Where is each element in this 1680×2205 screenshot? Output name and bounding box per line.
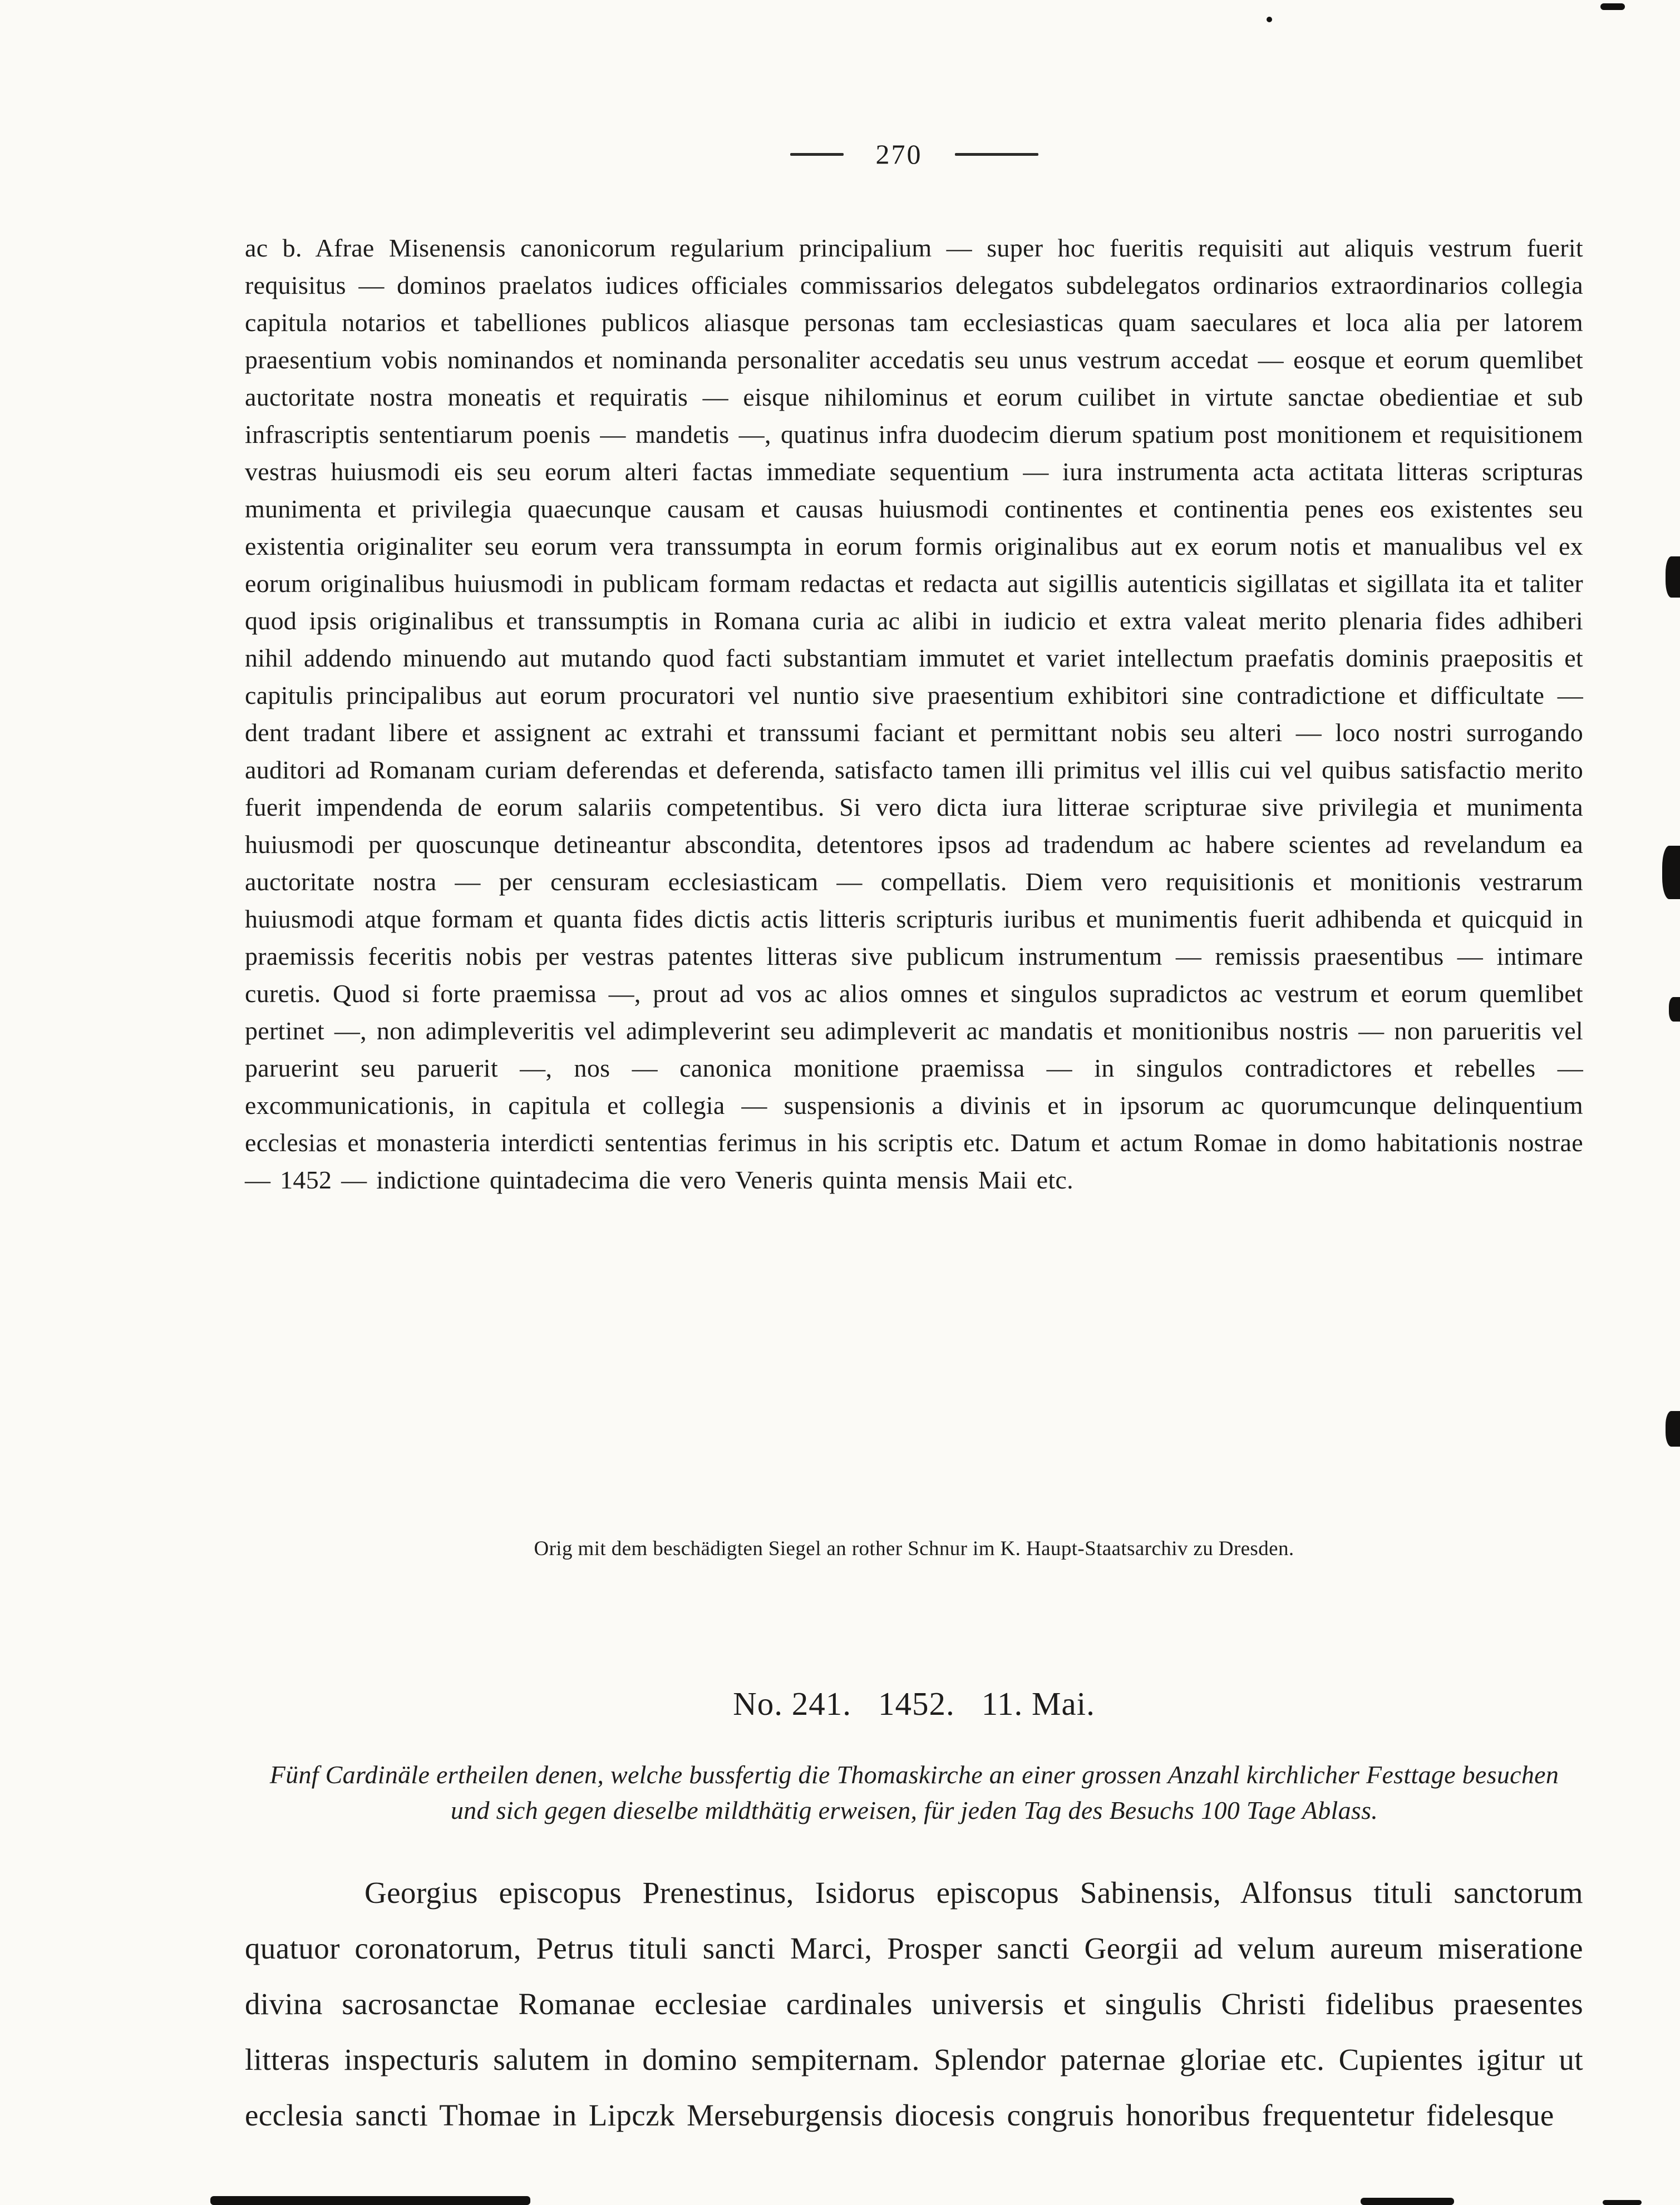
scan-artifact xyxy=(1666,556,1680,598)
scan-artifact xyxy=(1600,3,1625,10)
scan-artifact xyxy=(1267,17,1272,22)
archival-source-note: Orig mit dem beschädigten Siegel an rother Schnur im K. Haupt-Staatsarchiv zu Dresden. xyxy=(534,1537,1294,1560)
scan-artifact xyxy=(1666,1411,1680,1447)
scan-artifact xyxy=(1603,2200,1642,2205)
scan-artifact xyxy=(1361,2198,1454,2205)
document-date: 11. Mai. xyxy=(981,1685,1095,1722)
document-summary: Fünf Cardinäle ertheilen denen, welche bussfertig die Thomaskirche an einer grossen Anzahl kirchlicher Festtage besuchen und sich gegen dieselbe mildthätig erweisen, für jeden Tag des Besuchs 100 Tage Ablass. xyxy=(269,1760,1559,1824)
charter-body-text: Georgius episcopus Prenestinus, Isidorus episcopus Sabinensis, Alfonsus tituli sanctorum quatuor coronatorum, Petrus tituli sancti Marci, Prosper sancti Georgii ad velum aureum miseratione divina sacrosanctae Romanae ecclesiae cardinales universis et singulis Christi fidelibus praesentes litteras inspecturis salutem in domino sempiternam. Splendor paternae gloriae etc. Cupientes igitur ut ecclesia sancti Thomae in Lipczk Merseburgensis diocesis congruis honoribus frequentetur fidelesque xyxy=(245,1876,1583,2132)
document-year: 1452. xyxy=(878,1685,955,1722)
document-heading xyxy=(245,1685,1583,1723)
scan-artifact xyxy=(210,2196,530,2205)
scan-artifact xyxy=(1669,997,1680,1022)
charter-continuation-text: ac b. Afrae Misenensis canonicorum regularium principalium — super hoc fueritis requisiti aut aliquis vestrum fuerit requisitus — dominos praelatos iudices officiales commissarios delegatos subdelegatos ordinarios extraordinarios collegia capitula notarios et tabelliones publicos aliasque personas tam ecclesiasticas quam saeculares et loca alia per latorem praesentium vobis nominandos et nominanda personaliter accedatis seu unus vestrum accedat — eosque et eorum quemlibet auctoritate nostra moneatis et requiratis — eisque nihilominus et eorum cuilibet in virtute sanctae obedientiae et sub infrascriptis sententiarum poenis — mandetis —, quatinus infra duodecim dierum spatium post monitionem et requisitionem vestras huiusmodi eis seu eorum alteri factas immediate sequentium — iura instrumenta acta actitata litteras scripturas munimenta et privilegia quaecunque causam et causas huiusmodi continentes et continentia penes eos existentes seu existentia originaliter seu eorum vera transsumpta in eorum formis originalibus aut ex eorum notis et manualibus vel ex eorum originalibus huiusmodi in publicam formam redactas et redacta aut sigillis autenticis sigillatas et sigillata ita et taliter quod ipsis originalibus et transsumptis in Romana curia ac alibi in iudicio et extra valeat merito plenaria fides adhiberi nihil addendo minuendo aut mutando quod facti substantiam immutet et variet intellectum praefatis dominis praepositis et capitulis principalibus aut eorum procuratori vel nuntio sive praesentium exhibitori sine contradictione et difficultate — dent tradant libere et assignent ac extrahi et transsumi faciant et permittant nobis seu alteri — loco nostri surrogando auditori ad Romanam curiam deferendas et deferenda, satisfacto tamen illi primitus vel illis cui vel quibus satisfactio merito fuerit impendenda de eorum salariis competentibus. Si vero dicta iura litterae scripturae sive privilegia et munimenta huiusmodi per quoscunque detineantur abscondita, detentores ipsos ad tradendum ac habere scientes ad revelandum ea auctoritate nostra — per censuram ecclesiasticam — compellatis. Diem vero requisitionis et monitionis vestrarum huiusmodi atque formam et quanta fides dictis actis litteris scripturis iuribus et munimentis fuerit adhibenda et quicquid in praemissis feceritis nobis per vestras patentes litteras sive publicum instrumentum — remissis praesentibus — intimare curetis. Quod si forte praemissa —, prout ad vos ac alios omnes et singulos supradictos ac vestrum et eorum quemlibet pertinet —, non adimpleveritis vel adimpleverint seu adimpleverit ac mandatis et monitionibus nostris — non parueritis vel paruerint seu paruerit —, nos — canonica monitione praemissa — in singulos contradictores et rebelles — excommunicationis, in capitula et collegia — suspensionis a divinis et in ipsorum ac quorumcunque delinquentium ecclesias et monasteria interdicti sententias ferimus in his scriptis etc. Datum et actum Romae in domo habitationis nostrae — 1452 — indictione quintadecima die vero Veneris quinta mensis Maii etc. xyxy=(245,234,1583,1194)
page-header xyxy=(245,138,1583,170)
page-number: 270 xyxy=(875,139,923,170)
header-rule-right xyxy=(955,153,1038,156)
header-rule-left xyxy=(790,153,844,156)
scan-artifact xyxy=(1662,846,1680,899)
document-number: No. 241. xyxy=(733,1685,851,1722)
